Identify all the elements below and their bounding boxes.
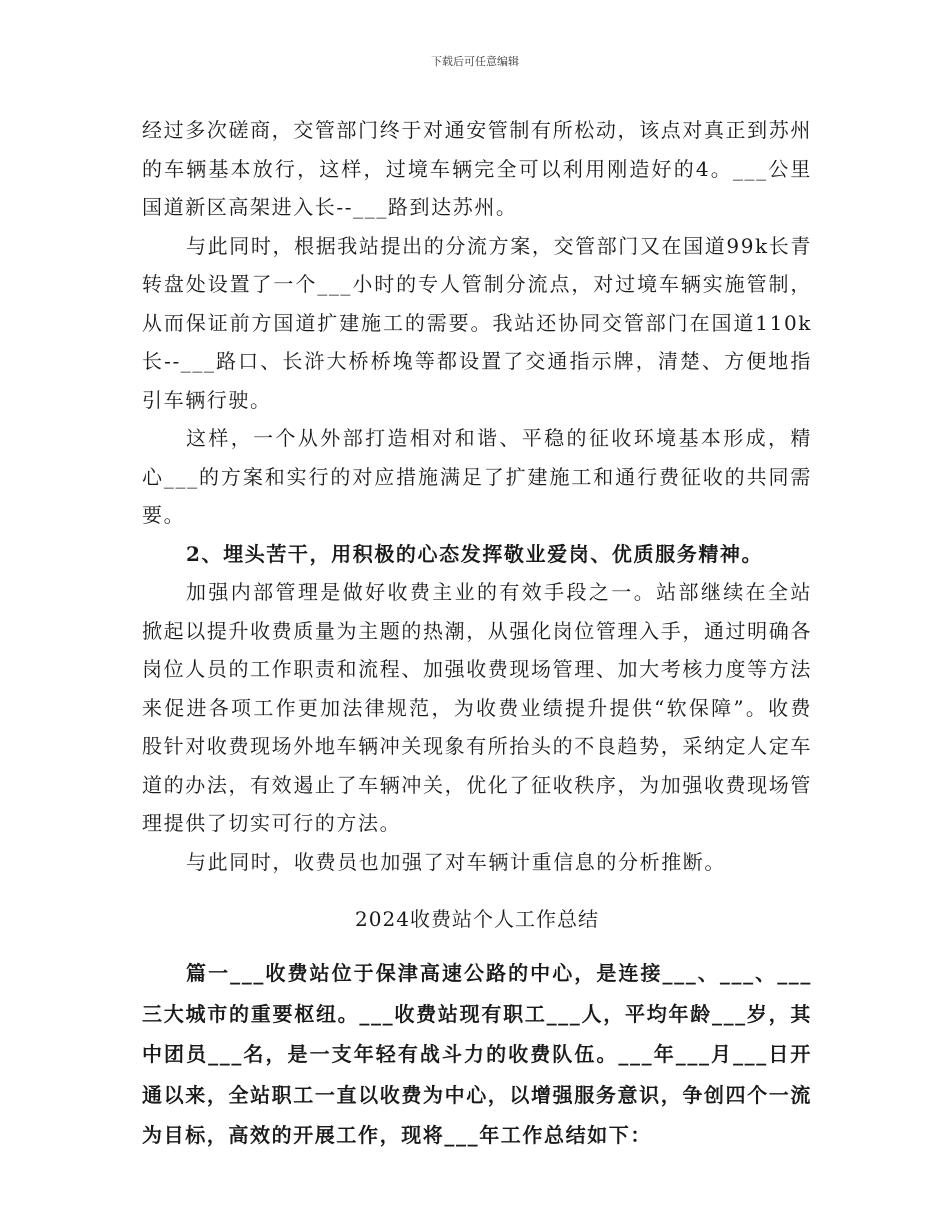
paragraph-1: 经过多次磋商，交管部门终于对通安管制有所松动，该点对真正到苏州的车辆基本放行，这样，过境车辆完全可以利用刚造好的4。___公里国道新区高架进入长--___路到达苏州。 xyxy=(142,118,812,219)
paragraph-5: 与此同时，收费员也加强了对车辆计重信息的分析推断。 xyxy=(186,849,726,874)
document-body xyxy=(142,111,812,1156)
paragraph-3: 这样，一个从外部打造相对和谐、平稳的征收环境基本形成，精心___的方案和实行的对应措施满足了扩建施工和通行费征收的共同需要。 xyxy=(142,426,812,527)
section-heading-2: 2、埋头苦干，用积极的心态发挥敬业爱岗、优质服务精神。 xyxy=(186,541,764,566)
paragraph-6: 篇一___收费站位于保津高速公路的中心，是连接___、___、___三大城市的重要枢纽。___收费站现有职工___人，平均年龄___岁，其中团员___名，是一支年轻有战斗力的收费队伍。___年___月___日开通以来，全站职工一直以收费为中心，以增强服务意识，争创四个一流为目标，高效的开展工作，现将___年工作总结如下： xyxy=(142,961,812,1147)
paragraph-4: 加强内部管理是做好收费主业的有效手段之一。站部继续在全站掀起以提升收费质量为主题的热潮，从强化岗位管理入手，通过明确各岗位人员的工作职责和流程、加强收费现场管理、加大考核力度等方法来促进各项工作更加法律规范，为收费业绩提升提供“软保障”。收费股针对收费现场外地车辆冲关现象有所抬头的不良趋势，采纳定人定车道的办法，有效遏止了车辆冲关，优化了征收秩序，为加强收费现场管理提供了切实可行的方法。 xyxy=(142,580,812,835)
paragraph-2: 与此同时，根据我站提出的分流方案，交管部门又在国道99k长青转盘处设置了一个___小时的专人管制分流点，对过境车辆实施管制，从而保证前方国道扩建施工的需要。我站还协同交管部门在国道110k长--___路口、长浒大桥桥堍等都设置了交通指示牌，清楚、方便地指引车辆行驶。 xyxy=(142,233,812,412)
page-header-note: 下载后可任意编辑 xyxy=(431,55,519,68)
document-title: 2024收费站个人工作总结 xyxy=(355,907,599,931)
